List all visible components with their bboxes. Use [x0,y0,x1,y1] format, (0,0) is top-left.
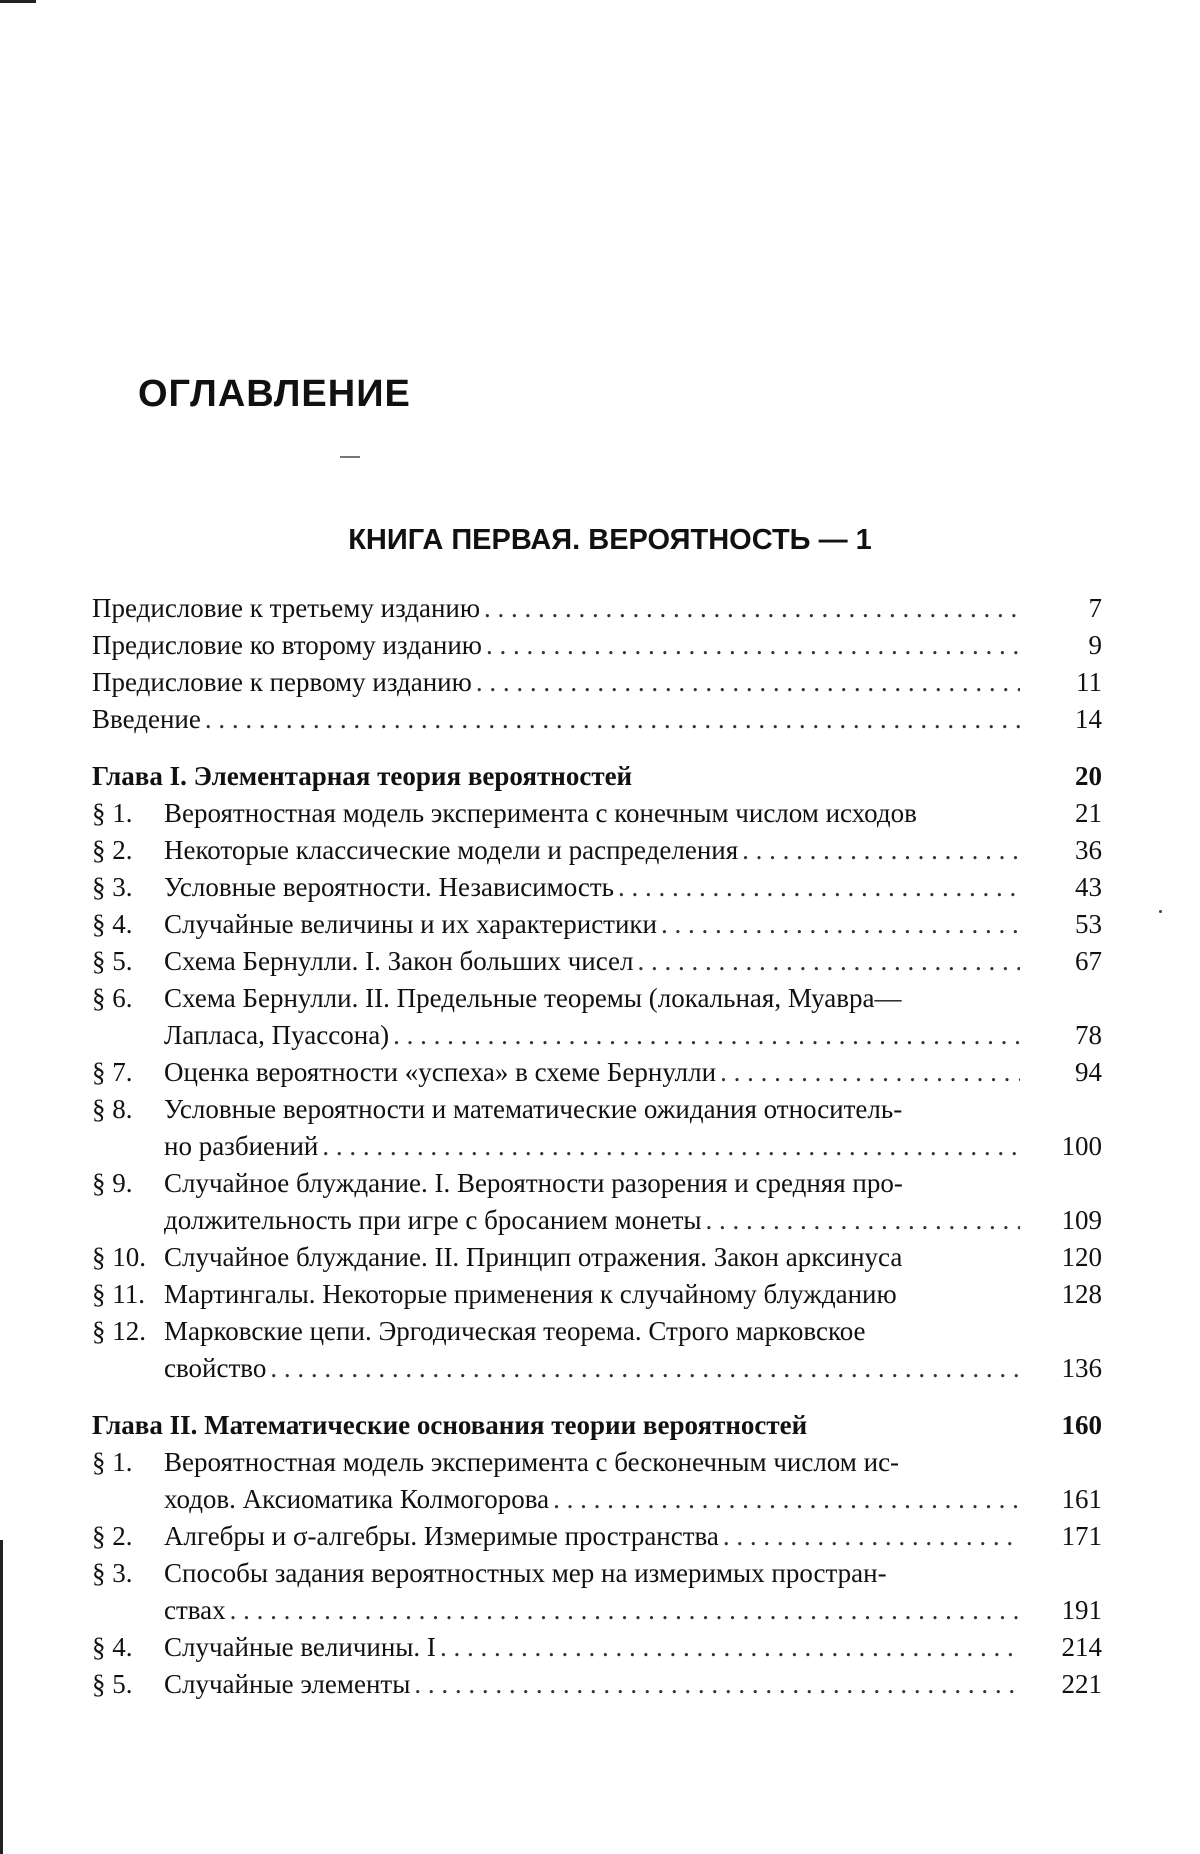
chapter-title: Глава I. Элементарная теория вероятностей [92,761,633,791]
toc-section[interactable] [92,906,1102,943]
toc-page-number: 20 [1075,761,1102,791]
section-title: Случайные величины и их характеристики [164,909,657,939]
section-number: § 10. [92,1242,146,1272]
toc-entry-text: Предисловие к третьему изданию [92,593,481,623]
toc-entry-text: Предисловие к первому изданию [92,667,472,697]
toc-section[interactable] [92,1555,1102,1629]
toc-page-number: 94 [1075,1057,1102,1087]
leader-dots [720,1054,1020,1091]
leader-dots [638,943,1020,980]
toc-page-number: 78 [1075,1020,1102,1050]
scan-speck-dash [340,456,360,458]
section-title-continued: Лапласа, Пуассона) [164,1020,390,1050]
toc-entry-introduction[interactable] [92,701,1102,738]
toc-page-number: 214 [1061,1632,1102,1662]
toc-page-number: 7 [1088,593,1102,623]
leader-dots [270,1350,1020,1387]
section-title: Схема Бернулли. I. Закон больших чисел [164,946,634,976]
section-number: § 12. [92,1316,146,1346]
toc-page-number: 221 [1061,1669,1102,1699]
toc-page-number: 100 [1061,1131,1102,1161]
section-title-continued: ствах [164,1595,226,1625]
toc-page-number: 43 [1075,872,1102,902]
contents-title: ОГЛАВЛЕНИЕ [138,373,411,415]
toc-page-number: 136 [1061,1353,1102,1383]
scan-speck [1159,910,1162,913]
toc-page-number: 11 [1076,667,1102,697]
section-number: § 9. [92,1168,133,1198]
leader-dots [440,1629,1020,1666]
section-number: § 2. [92,1521,133,1551]
scan-edge-line [0,1540,3,1854]
toc-page-number: 128 [1061,1279,1102,1309]
toc-section[interactable] [92,832,1102,869]
section-title-continued: но разбиений [164,1131,319,1161]
section-title: Условные вероятности и математические ожидания относитель- [164,1094,903,1124]
toc-section[interactable] [92,1276,1102,1313]
table-of-contents [92,590,1102,1703]
section-number: § 7. [92,1057,133,1087]
toc-page-number: 160 [1061,1410,1102,1440]
section-number: § 1. [92,798,133,828]
section-number: § 8. [92,1094,133,1124]
leader-dots [393,1017,1020,1054]
section-title: Случайное блуждание. II. Принцип отражения. Закон арксинуса [164,1242,903,1272]
toc-section[interactable] [92,1313,1102,1387]
section-number: § 5. [92,1669,133,1699]
toc-entry-text: Введение [92,704,201,734]
section-title: Вероятностная модель эксперимента с бесконечным числом ис- [164,1447,900,1477]
toc-page-number: 191 [1061,1595,1102,1625]
section-number: § 1. [92,1447,133,1477]
toc-section[interactable] [92,1666,1102,1703]
toc-page-number: 67 [1075,946,1102,976]
toc-section[interactable] [92,1165,1102,1239]
section-number: § 5. [92,946,133,976]
toc-section[interactable] [92,1054,1102,1091]
toc-section[interactable] [92,1629,1102,1666]
section-number: § 4. [92,1632,133,1662]
toc-page-number: 14 [1075,704,1102,734]
section-title: Некоторые классические модели и распределения [164,835,739,865]
section-title: Мартингалы. Некоторые применения к случайному блужданию [164,1279,897,1309]
toc-section[interactable] [92,980,1102,1054]
section-title: Оценка вероятности «успеха» в схеме Бернулли [164,1057,717,1087]
leader-dots [618,869,1020,906]
toc-page-number: 9 [1088,630,1102,660]
toc-section[interactable] [92,1239,1102,1276]
section-title-continued: свойство [164,1353,267,1383]
section-number: § 2. [92,835,133,865]
section-title: Случайное блуждание. I. Вероятности разорения и средняя про- [164,1168,903,1198]
book-title: КНИГА ПЕРВАЯ. ВЕРОЯТНОСТЬ — 1 [348,524,872,556]
toc-page-number: 36 [1075,835,1102,865]
section-title: Способы задания вероятностных мер на измеримых простран- [164,1558,887,1588]
toc-section[interactable] [92,1444,1102,1518]
chapter-title: Глава II. Математические основания теории вероятностей [92,1410,808,1440]
toc-chapter-1[interactable] [92,758,1102,795]
leader-dots [486,627,1020,664]
toc-section[interactable] [92,1518,1102,1555]
leader-dots [476,664,1020,701]
toc-section[interactable] [92,943,1102,980]
leader-dots [205,701,1020,738]
toc-entry-text: Предисловие ко второму изданию [92,630,482,660]
section-number: § 4. [92,909,133,939]
section-title: Марковские цепи. Эргодическая теорема. Строго марковское [164,1316,866,1346]
leader-dots [706,1202,1020,1239]
toc-entry-preface-1[interactable] [92,664,1102,701]
toc-section[interactable] [92,1091,1102,1165]
section-number: § 11. [92,1279,145,1309]
section-title: Схема Бернулли. II. Предельные теоремы (локальная, Муавра— [164,983,902,1013]
toc-chapter-2[interactable] [92,1407,1102,1444]
scan-corner-mark [0,0,36,3]
toc-page-number: 171 [1061,1521,1102,1551]
toc-page-number: 53 [1075,909,1102,939]
toc-page-number: 161 [1061,1484,1102,1514]
leader-dots [322,1128,1020,1165]
section-title-continued: должительность при игре с бросанием монеты [164,1205,702,1235]
section-number: § 6. [92,983,133,1013]
section-title: Условные вероятности. Независимость [164,872,614,902]
toc-page-number: 21 [1075,798,1102,828]
leader-dots [553,1481,1020,1518]
section-title-continued: ходов. Аксиоматика Колмогорова [164,1484,550,1514]
toc-section[interactable] [92,795,1102,832]
section-number: § 3. [92,1558,133,1588]
section-title: Вероятностная модель эксперимента с конечным числом исходов [164,798,917,828]
toc-section[interactable] [92,869,1102,906]
toc-entry-preface-3[interactable] [92,590,1102,627]
leader-dots [742,832,1020,869]
section-title: Алгебры и σ-алгебры. Измеримые пространства [164,1521,719,1551]
leader-dots [661,906,1020,943]
toc-page-number: 109 [1061,1205,1102,1235]
toc-page-number: 120 [1061,1242,1102,1272]
toc-entry-preface-2[interactable] [92,627,1102,664]
leader-dots [414,1666,1020,1703]
leader-dots [484,590,1020,627]
leader-dots [230,1592,1020,1629]
section-title: Случайные элементы [164,1669,411,1699]
leader-dots [723,1518,1020,1555]
section-title: Случайные величины. I [164,1632,436,1662]
section-number: § 3. [92,872,133,902]
